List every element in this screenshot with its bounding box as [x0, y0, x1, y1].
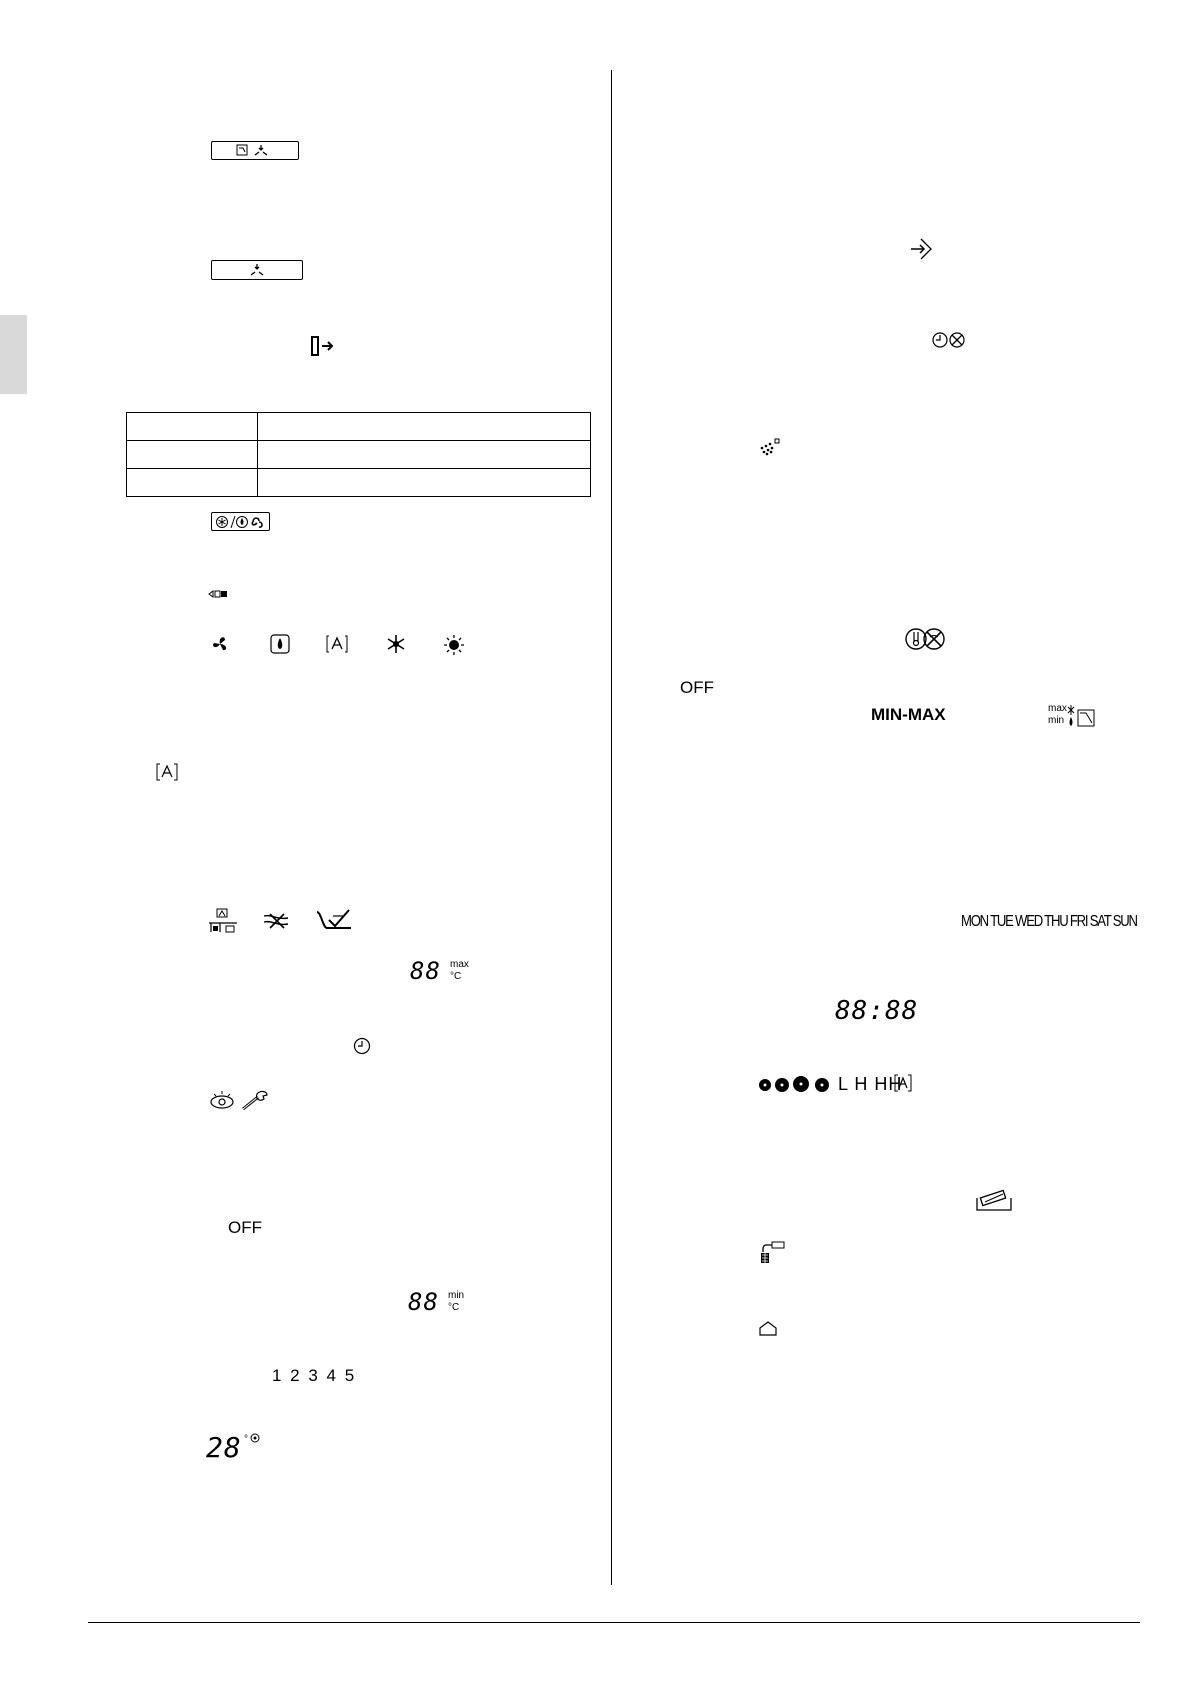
mode-button-icon — [211, 512, 270, 531]
fan-speed-icons — [758, 1074, 834, 1094]
temp-max-digits: 88 — [410, 957, 441, 985]
thermostat-off-icon — [905, 627, 945, 651]
clock-icon — [353, 1037, 371, 1055]
temp-max-unit: °C — [450, 971, 462, 982]
off-label-right: OFF — [680, 678, 714, 697]
swing-icon — [245, 263, 269, 277]
min-max-icon-top: max — [1048, 703, 1067, 714]
min-max-louver-icon — [1068, 704, 1096, 728]
clock-display: 88:88 — [835, 996, 919, 1026]
louver-swing-icon — [235, 144, 275, 157]
fan-high-icon — [793, 1076, 809, 1092]
cool-dry-fan-icon — [215, 515, 267, 529]
fan-turbo-icon — [815, 1078, 829, 1092]
fan-auto-icon — [894, 1074, 912, 1092]
auxiliary-heater-icon — [208, 908, 238, 934]
room-temp-unit: ° — [244, 1434, 248, 1445]
cool-mode-icon — [386, 634, 406, 654]
airflow-direction-button-icon — [211, 141, 299, 160]
swing-button-icon — [211, 260, 303, 280]
temp-min-qualifier: min — [448, 1290, 465, 1301]
temp-min-unit: °C — [448, 1302, 460, 1313]
dry-mode-icon — [270, 634, 290, 654]
table-row — [127, 441, 590, 469]
min-max-icon — [1048, 704, 1096, 728]
filter-clean-icon — [975, 1188, 1013, 1212]
fan-mode-icon — [210, 634, 232, 654]
drain-pump-icon — [758, 1240, 786, 1266]
weekdays-display: MON TUE WED THU FRI SAT SUN — [961, 913, 1137, 930]
home-icon — [758, 1320, 778, 1336]
min-max-icon-bottom: min — [1048, 715, 1065, 726]
section-side-tab — [0, 315, 27, 394]
sensor-icon — [250, 1433, 260, 1443]
inspection-eye-icon — [208, 1090, 236, 1110]
exit-door-icon — [310, 335, 338, 357]
table-column-divider — [257, 413, 258, 496]
room-temp-digits: 28 — [206, 1431, 242, 1464]
input-arrow-icon — [910, 238, 932, 260]
min-max-label: MIN-MAX — [871, 705, 946, 724]
defrost-check-icon — [315, 908, 353, 932]
timer-off-icon — [932, 331, 966, 349]
temp-max-qualifier: max — [450, 959, 469, 970]
fan-mid-icon — [775, 1078, 789, 1092]
column-divider — [611, 70, 612, 1585]
off-label-left: OFF — [228, 1218, 262, 1237]
swing-off-icon — [262, 912, 290, 930]
heat-mode-icon — [443, 634, 465, 656]
fan-speed-labels: L H HH — [838, 1074, 903, 1094]
empty-table — [126, 412, 591, 497]
auto-icon — [156, 763, 178, 781]
ionizer-icon — [758, 438, 780, 456]
auto-mode-icon — [325, 634, 349, 654]
footer-rule — [88, 1622, 1140, 1623]
ventilation-icon — [208, 588, 228, 600]
fan-low-icon — [759, 1079, 771, 1091]
table-row — [127, 413, 590, 441]
temp-min-digits: 88 — [408, 1288, 439, 1316]
program-numbers: 1 2 3 4 5 — [272, 1366, 357, 1385]
wrench-icon — [240, 1090, 270, 1112]
